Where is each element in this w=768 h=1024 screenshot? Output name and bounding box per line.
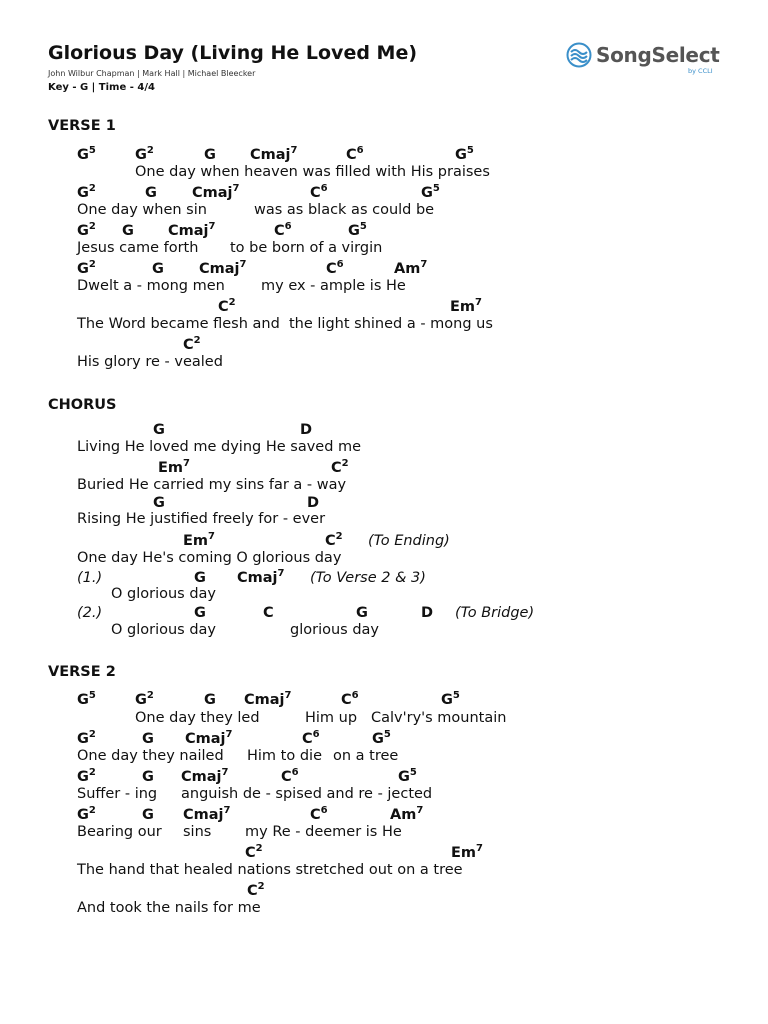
- chord: G: [356, 605, 368, 621]
- lyric-line: glorious day: [290, 622, 379, 638]
- chord: Cmaj$^7$: [250, 145, 298, 163]
- lyric-line: One day He's coming O glorious day: [77, 550, 342, 566]
- chord: $C^6$: [310, 805, 328, 823]
- lyric-line: And took the nails for me: [77, 900, 261, 916]
- chord: G: [204, 147, 216, 163]
- direction-to-ending: (To Ending): [368, 533, 450, 549]
- songselect-waves-icon: [566, 42, 592, 68]
- chord: Cmaj$^7$: [244, 690, 292, 708]
- lyric-line: One day when heaven was filled with His praises: [135, 164, 490, 180]
- lyric-line: was as black as could be: [254, 202, 435, 218]
- chord: $C^2$: [183, 335, 201, 353]
- chord: G: [145, 185, 157, 201]
- key-time-info: Key - G | Time - 4/4: [48, 82, 155, 93]
- lyric-line: my ex - ample is He: [261, 278, 406, 294]
- lyric-line: Him to die: [247, 748, 322, 764]
- chord-row: [0, 298, 768, 316]
- chord-row: [0, 844, 768, 862]
- chord-row: [0, 730, 768, 748]
- chord: $C^2$: [245, 843, 263, 861]
- lyric-line: Jesus came forth: [77, 240, 199, 256]
- chord: Cmaj$^7$: [237, 568, 285, 586]
- chord: G: [142, 807, 154, 823]
- chord: G: [204, 692, 216, 708]
- chord-row: [0, 882, 768, 900]
- chord: Cmaj$^7$: [183, 805, 231, 823]
- lyric-line: my Re - deemer is He: [245, 824, 402, 840]
- song-authors: John Wilbur Chapman | Mark Hall | Michael Bleecker: [48, 69, 256, 78]
- lyric-line: O glorious day: [111, 586, 217, 602]
- chord: $G^2$: [77, 805, 96, 823]
- lyric-line: anguish de - spised and re - jected: [181, 786, 433, 802]
- chord: Cmaj$^7$: [192, 183, 240, 201]
- chord-row: [0, 421, 768, 439]
- lyric-line: The Word became flesh and the light shined a - mong us: [77, 316, 493, 332]
- lyric-line: to be born of a virgin: [230, 240, 383, 256]
- chord: $C^6$: [346, 145, 364, 163]
- chord: Cmaj$^7$: [185, 729, 233, 747]
- chord: Cmaj$^7$: [168, 221, 216, 239]
- ending-marker-2: (2.): [77, 605, 103, 621]
- chord: $C^2$: [331, 458, 349, 476]
- lyric-line: Buried He carried my sins far a - way: [77, 477, 347, 493]
- chord: $G^5$: [348, 221, 367, 239]
- lyric-line: One day they led: [135, 710, 260, 726]
- chord: $C^2$: [218, 297, 236, 315]
- chord: Em$^7$: [183, 531, 215, 549]
- chord: Am$^7$: [394, 259, 428, 277]
- chord: $G^2$: [77, 183, 96, 201]
- chord-row: [0, 691, 768, 709]
- chord: $G^2$: [135, 690, 154, 708]
- lyric-line: sins: [183, 824, 212, 840]
- chord: Cmaj$^7$: [199, 259, 247, 277]
- direction-to-verse-2-3: (To Verse 2 & 3): [310, 570, 426, 586]
- chord: G: [152, 261, 164, 277]
- chord: G: [142, 731, 154, 747]
- chord: D: [300, 422, 313, 438]
- chord: $C^6$: [302, 729, 320, 747]
- chord: G: [194, 570, 206, 586]
- chord: $G^5$: [421, 183, 440, 201]
- chord: G: [142, 769, 154, 785]
- section-heading-verse-1: VERSE 1: [48, 118, 116, 134]
- chord-row: [0, 184, 768, 202]
- chord-row: [0, 806, 768, 824]
- chord: $C^2$: [325, 531, 343, 549]
- lyric-line: Living He loved me dying He saved me: [77, 439, 362, 455]
- chord: Em$^7$: [450, 297, 482, 315]
- lyric-line: Him up: [305, 710, 358, 726]
- chord: G: [194, 605, 206, 621]
- lyric-line: One day when sin: [77, 202, 207, 218]
- logo-byline: by CCLI: [688, 67, 713, 75]
- chord: $G^2$: [77, 259, 96, 277]
- songselect-logo: [566, 42, 726, 78]
- direction-to-bridge: (To Bridge): [455, 605, 535, 621]
- lyric-line: Bearing our: [77, 824, 162, 840]
- chord: $C^6$: [341, 690, 359, 708]
- chord: Em$^7$: [158, 458, 190, 476]
- chord: $G^2$: [77, 221, 96, 239]
- chord: $C^6$: [310, 183, 328, 201]
- chord-row: [0, 260, 768, 278]
- chord-row: [0, 336, 768, 354]
- lyric-line: on a tree: [333, 748, 399, 764]
- chord: $C^2$: [247, 881, 265, 899]
- chord: $G^5$: [372, 729, 391, 747]
- lyric-line: O glorious day: [111, 622, 217, 638]
- chord: Am$^7$: [390, 805, 424, 823]
- chord: Cmaj$^7$: [181, 767, 229, 785]
- chord: $C^6$: [281, 767, 299, 785]
- chord: D: [307, 495, 320, 511]
- chord-row: [0, 459, 768, 477]
- lyric-line: The hand that healed nations stretched out on a tree: [77, 862, 463, 878]
- chord: D: [421, 605, 434, 621]
- chord: $C^6$: [326, 259, 344, 277]
- chord-row: [0, 532, 768, 550]
- chord: $G^2$: [77, 729, 96, 747]
- chord: $G^5$: [77, 690, 96, 708]
- chord-row: [0, 604, 768, 622]
- lyric-line: Rising He justified freely for - ever: [77, 511, 326, 527]
- chord: $G^2$: [135, 145, 154, 163]
- lyric-line: His glory re - vealed: [77, 354, 223, 370]
- chord-row: [0, 146, 768, 164]
- chord: $G^2$: [77, 767, 96, 785]
- chord: G: [153, 495, 165, 511]
- song-title: Glorious Day (Living He Loved Me): [48, 42, 418, 64]
- chord-row: [0, 222, 768, 240]
- lyric-line: Calv'ry's mountain: [371, 710, 507, 726]
- chord: $G^5$: [455, 145, 474, 163]
- section-heading-verse-2: VERSE 2: [48, 664, 116, 680]
- logo-wordmark: SongSelect: [596, 43, 720, 67]
- chord: G: [153, 422, 165, 438]
- section-heading-chorus: CHORUS: [48, 397, 117, 413]
- chord: $G^5$: [398, 767, 417, 785]
- chord: $C^6$: [274, 221, 292, 239]
- chord: Em$^7$: [451, 843, 483, 861]
- lyric-line: One day they nailed: [77, 748, 224, 764]
- chord-row: [0, 768, 768, 786]
- chord: $G^5$: [77, 145, 96, 163]
- lyric-line: Suffer - ing: [77, 786, 158, 802]
- chord: C: [263, 605, 274, 621]
- lyric-line: Dwelt a - mong men: [77, 278, 225, 294]
- chord: $G^5$: [441, 690, 460, 708]
- ending-marker-1: (1.): [77, 570, 103, 586]
- chord: G: [122, 223, 134, 239]
